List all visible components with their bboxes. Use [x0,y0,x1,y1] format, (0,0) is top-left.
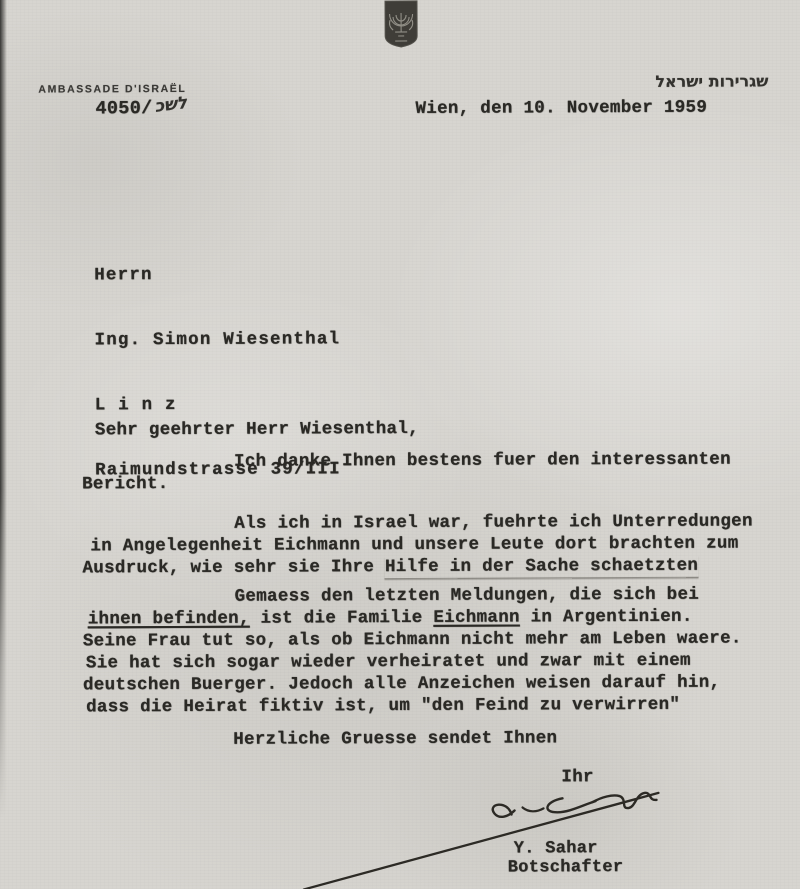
body-line: deutschen Buerger. Jedoch alle Anzeichen weisen darauf hin, [82,672,721,696]
body-line [88,606,693,631]
body-line: Gemaess den letzten Meldungen, die sich bei [234,584,700,607]
underlined-text: Eichmann [433,607,520,628]
recipient-line: L i n z [94,394,177,416]
body-line: Ich danke Ihnen bestens fuer den interessanten [233,449,731,472]
body-line: Seine Frau tut so, als ob Eichmann nicht mehr am Leben waere. [82,628,742,652]
body-line: Bericht. [82,474,169,495]
recipient-line: Raimundstrasse 39/III [95,458,341,480]
reference-number: 4050/ [95,98,153,120]
recipient-line: Herrn [94,265,153,286]
body-text: Ausdruck, wie sehr sie Ihre [82,557,385,579]
body-line [82,555,698,580]
dateline: Wien, den 10. November 1959 [415,97,708,119]
smudged-text: Hilfe in der Sache schaetzten [384,555,699,578]
letter-body [82,413,764,796]
body-text: ist die Familie [249,607,434,629]
body-text: in Argentinien. [519,606,693,628]
signatory-name: Y. Sahar [513,839,598,859]
recipient-line: Ing. Simon Wiesenthal [94,329,341,351]
body-line: dass die Heirat fiktiv ist, um "den Feind zu verwirren" [86,694,681,718]
closing-line: Herzliche Gruesse sendet Ihnen [233,728,558,750]
israel-emblem-icon [383,0,419,48]
pre-signature: Ihr [561,767,594,788]
body-line: in Angelegenheit Eichmann und unsere Leute dort brachten zum [90,533,739,557]
embassy-name-hebrew: שגרירות ישראל [655,71,769,91]
body-line: Als ich in Israel war, fuehrte ich Unterredungen [234,511,753,534]
underlined-text: ihnen befinden, [87,608,250,630]
body-line: Sie hat sich sogar wieder verheiratet und zwar mit einem [85,650,691,674]
embassy-name-french: AMBASSADE D'ISRAËL [38,82,187,96]
salutation: Sehr geehrter Herr Wiesenthal, [94,418,419,441]
reference-handwritten-note: לשכ [153,93,189,117]
signatory-title: Botschafter [507,858,624,878]
